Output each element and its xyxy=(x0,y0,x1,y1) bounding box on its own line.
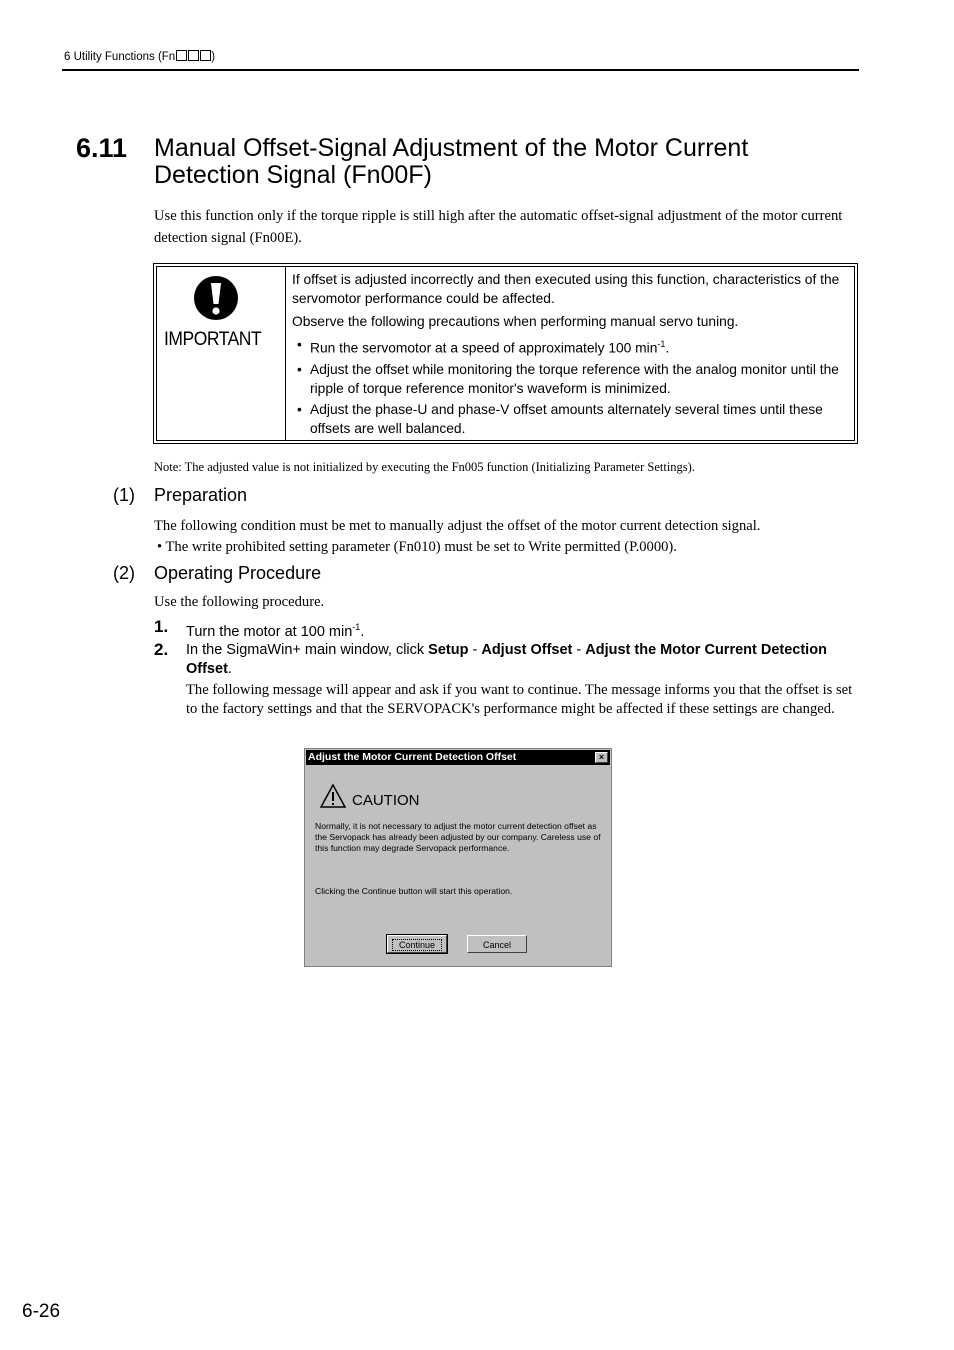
list-item: • Adjust the phase-U and phase-V offset amounts alternately several times until these offsets are well balanced. xyxy=(292,400,852,438)
dialog-title: Adjust the Motor Current Detection Offset xyxy=(308,751,517,763)
precautions-list xyxy=(292,335,852,438)
important-label: IMPORTANT xyxy=(164,329,262,350)
subheading-number: (1) xyxy=(113,485,135,505)
continue-button[interactable]: Continue xyxy=(387,935,447,953)
dialog-titlebar xyxy=(306,750,610,765)
important-text xyxy=(292,270,852,438)
placeholder-box-icon xyxy=(176,50,187,61)
menu-path-setup: Setup xyxy=(428,642,469,658)
subheading-number: (2) xyxy=(113,563,135,583)
list-item: • Adjust the offset while monitoring the torque reference with the analog monitor until the ripple of torque reference monitor's waveform is minimized. xyxy=(292,360,852,398)
subheading-label: Operating Procedure xyxy=(154,563,322,583)
preparation-bullet: • The write prohibited setting parameter (Fn010) must be set to Write permitted (P.0000). xyxy=(157,539,677,555)
step-2-description: The following message will appear and ask if you want to continue. The message informs you that the offset is set to the factory settings and that the SERVOPACK's performance might be affected if these settings are changed. xyxy=(186,682,853,717)
placeholder-box-icon xyxy=(188,50,199,61)
menu-path-adjust-offset: Adjust Offset xyxy=(481,642,573,658)
section-title: Manual Offset-Signal Adjustment of the Motor Current Detection Signal (Fn00F) xyxy=(154,134,749,189)
cancel-button[interactable]: Cancel xyxy=(467,935,527,953)
step-2-number: 2. xyxy=(154,640,169,659)
caution-label: CAUTION xyxy=(352,792,420,809)
placeholder-box-icon xyxy=(200,50,211,61)
subheading-procedure xyxy=(113,563,322,584)
dialog-message: Normally, it is not necessary to adjust the motor current detection offset as the Servopack has already been adjusted by our company. Careless use of this function may degrade Servopack performance. xyxy=(315,821,601,853)
list-item: • Run the servomotor at a speed of approximately 100 $\min^{-1}$. xyxy=(292,335,852,358)
menu-path-adjust-motor-current: Adjust the Motor Current Detection Offset xyxy=(186,642,827,677)
important-box-inner xyxy=(156,266,855,441)
step-1-number: 1. xyxy=(154,617,169,636)
step-2-text: In the SigmaWin+ main window, click Setup - Adjust Offset - Adjust the Motor Current Detection Offset. xyxy=(186,642,827,677)
step-1-text: Turn the motor at 100 $\min^{-1}$. xyxy=(186,622,365,640)
intro-paragraph: Use this function only if the torque ripple is still high after the automatic offset-signal adjustment of the motor current detection signal (Fn00E). xyxy=(154,208,843,246)
important-box xyxy=(153,263,858,444)
important-divider xyxy=(285,267,286,440)
important-para-1: If offset is adjusted incorrectly and then executed using this function, characteristics of the servomotor performance could be affected. xyxy=(292,272,840,306)
subheading-preparation xyxy=(113,485,248,506)
header-rule xyxy=(62,69,859,71)
note: Note: The adjusted value is not initialized by executing the Fn005 function (Initializing Parameter Settings). xyxy=(154,460,695,474)
exclamation-icon xyxy=(193,275,239,321)
important-para-2: Observe the following precautions when performing manual servo tuning. xyxy=(292,314,739,329)
page-number: 6-26 xyxy=(22,1301,61,1322)
procedure-intro: Use the following procedure. xyxy=(154,594,325,610)
subheading-label: Preparation xyxy=(154,485,248,505)
preparation-text: The following condition must be met to manually adjust the offset of the motor current detection signal. • The write prohibited setting parameter (Fn010) must be set to Write permitted (P.0000). xyxy=(154,516,860,558)
warning-icon xyxy=(319,783,347,809)
caution-dialog xyxy=(304,748,612,967)
close-icon[interactable]: × xyxy=(595,752,608,763)
section-number: 6.11 xyxy=(76,133,128,163)
dialog-message-continue: Clicking the Continue button will start this operation. xyxy=(315,886,513,896)
running-head: 6 Utility Functions (Fn ) xyxy=(64,51,216,63)
